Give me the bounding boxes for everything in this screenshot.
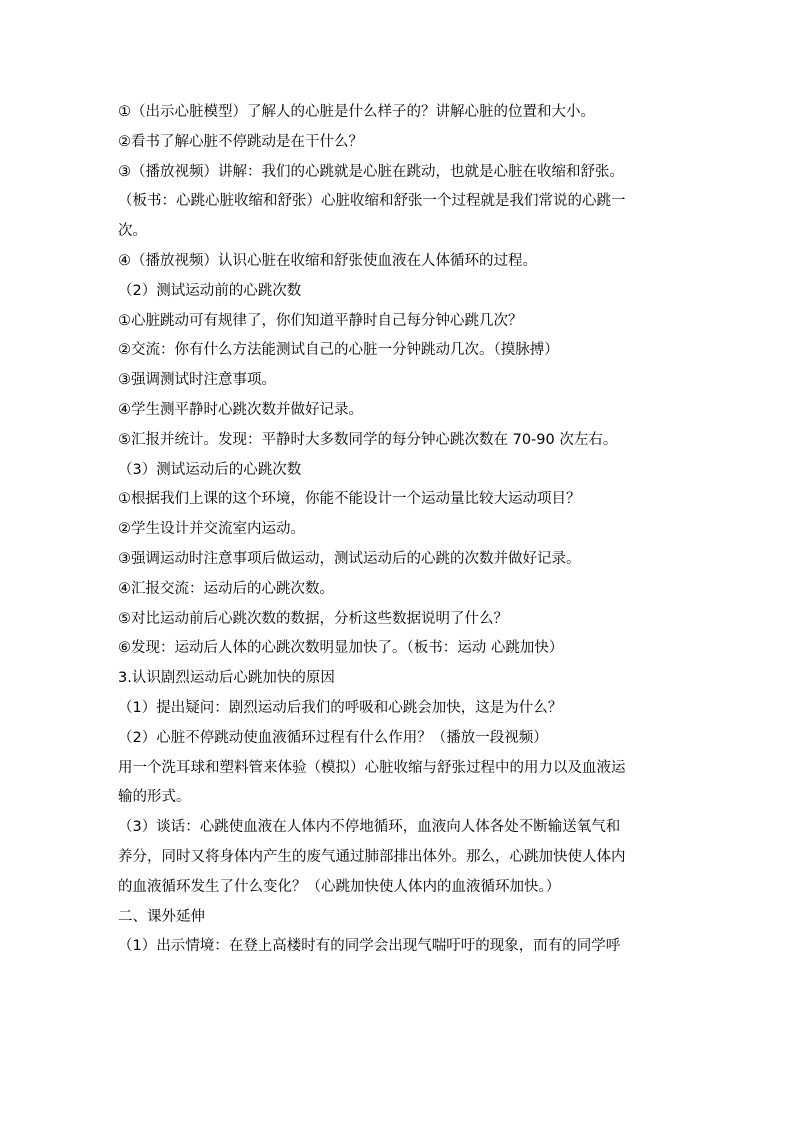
- text-line: （2）心脏不停跳动使血液循环过程有什么作用？（播放一段视频）: [118, 729, 548, 746]
- text-line: ⑤对比运动前后心跳次数的数据，分析这些数据说明了什么？: [118, 610, 508, 627]
- text-line: 次。: [118, 223, 147, 240]
- text-line: （3）谈话：心跳使血液在人体内不停地循环，血液向人体各处不断输送氧气和: [118, 819, 621, 836]
- text-line: 的血液循环发生了什么变化？（心跳加快使人体内的血液循环加快。）: [118, 878, 561, 895]
- text-line: ①根据我们上课的这个环境，你能不能设计一个运动量比较大运动项目？: [118, 491, 581, 508]
- text-line: ①（出示心脏模型）了解人的心脏是什么样子的？讲解心脏的位置和大小。: [118, 104, 595, 120]
- text-line: 用一个洗耳球和塑料管来体验（模拟）心脏收缩与舒张过程中的用力以及血液运: [118, 759, 626, 776]
- section-heading: 3.认识剧烈运动后心跳加快的原因: [118, 670, 335, 687]
- text-line: ③（播放视频）讲解：我们的心跳就是心脏在跳动，也就是心脏在收缩和舒张。: [118, 163, 624, 180]
- text-line: （1）出示情境：在登上高楼时有的同学会出现气喘吁吁的现象，而有的同学呼: [118, 938, 621, 955]
- text-line: 输的形式。: [118, 789, 191, 806]
- text-line: ②看书了解心脏不停跳动是在干什么？: [118, 133, 363, 150]
- text-line: ④汇报交流：运动后的心跳次数。: [118, 580, 334, 597]
- text-line: ②学生设计并交流室内运动。: [118, 521, 305, 538]
- section-heading: （2）测试运动前的心跳次数: [118, 282, 302, 299]
- text-line: ①心脏跳动可有规律了，你们知道平静时自己每分钟心跳几次？: [118, 312, 523, 329]
- text-line: ②交流：你有什么方法能测试自己的心脏一分钟跳动几次。（摸脉搏）: [118, 342, 559, 359]
- text-line: （1）提出疑问：剧烈运动后我们的呼吸和心跳会加快，这是为什么？: [118, 699, 563, 716]
- text-line: ④学生测平静时心跳次数并做好记录。: [118, 401, 363, 418]
- text-line: ④（播放视频）认识心脏在收缩和舒张使血液在人体循环的过程。: [118, 252, 537, 269]
- text-line: ③强调测试时注意事项。: [118, 372, 276, 389]
- text-line: ③强调运动时注意事项后做运动，测试运动后的心跳的次数并做好记录。: [118, 550, 581, 567]
- document-body: [118, 98, 683, 962]
- text-line: ⑤汇报并统计。发现：平静时大多数同学的每分钟心跳次数在 70-90 次左右。: [118, 431, 618, 448]
- text-line: 养分，同时又将身体内产生的废气通过肺部排出体外。那么，心跳加快使人体内: [118, 848, 626, 865]
- text-line: （板书：心跳心脏收缩和舒张）心脏收缩和舒张一个过程就是我们常说的心跳一: [118, 193, 626, 210]
- section-heading: 二、课外延伸: [118, 908, 205, 925]
- section-heading: （3）测试运动后的心跳次数: [118, 461, 302, 478]
- text-line: ⑥发现：运动后人体的心跳次数明显加快了。（板书：运动 心跳加快）: [118, 640, 564, 657]
